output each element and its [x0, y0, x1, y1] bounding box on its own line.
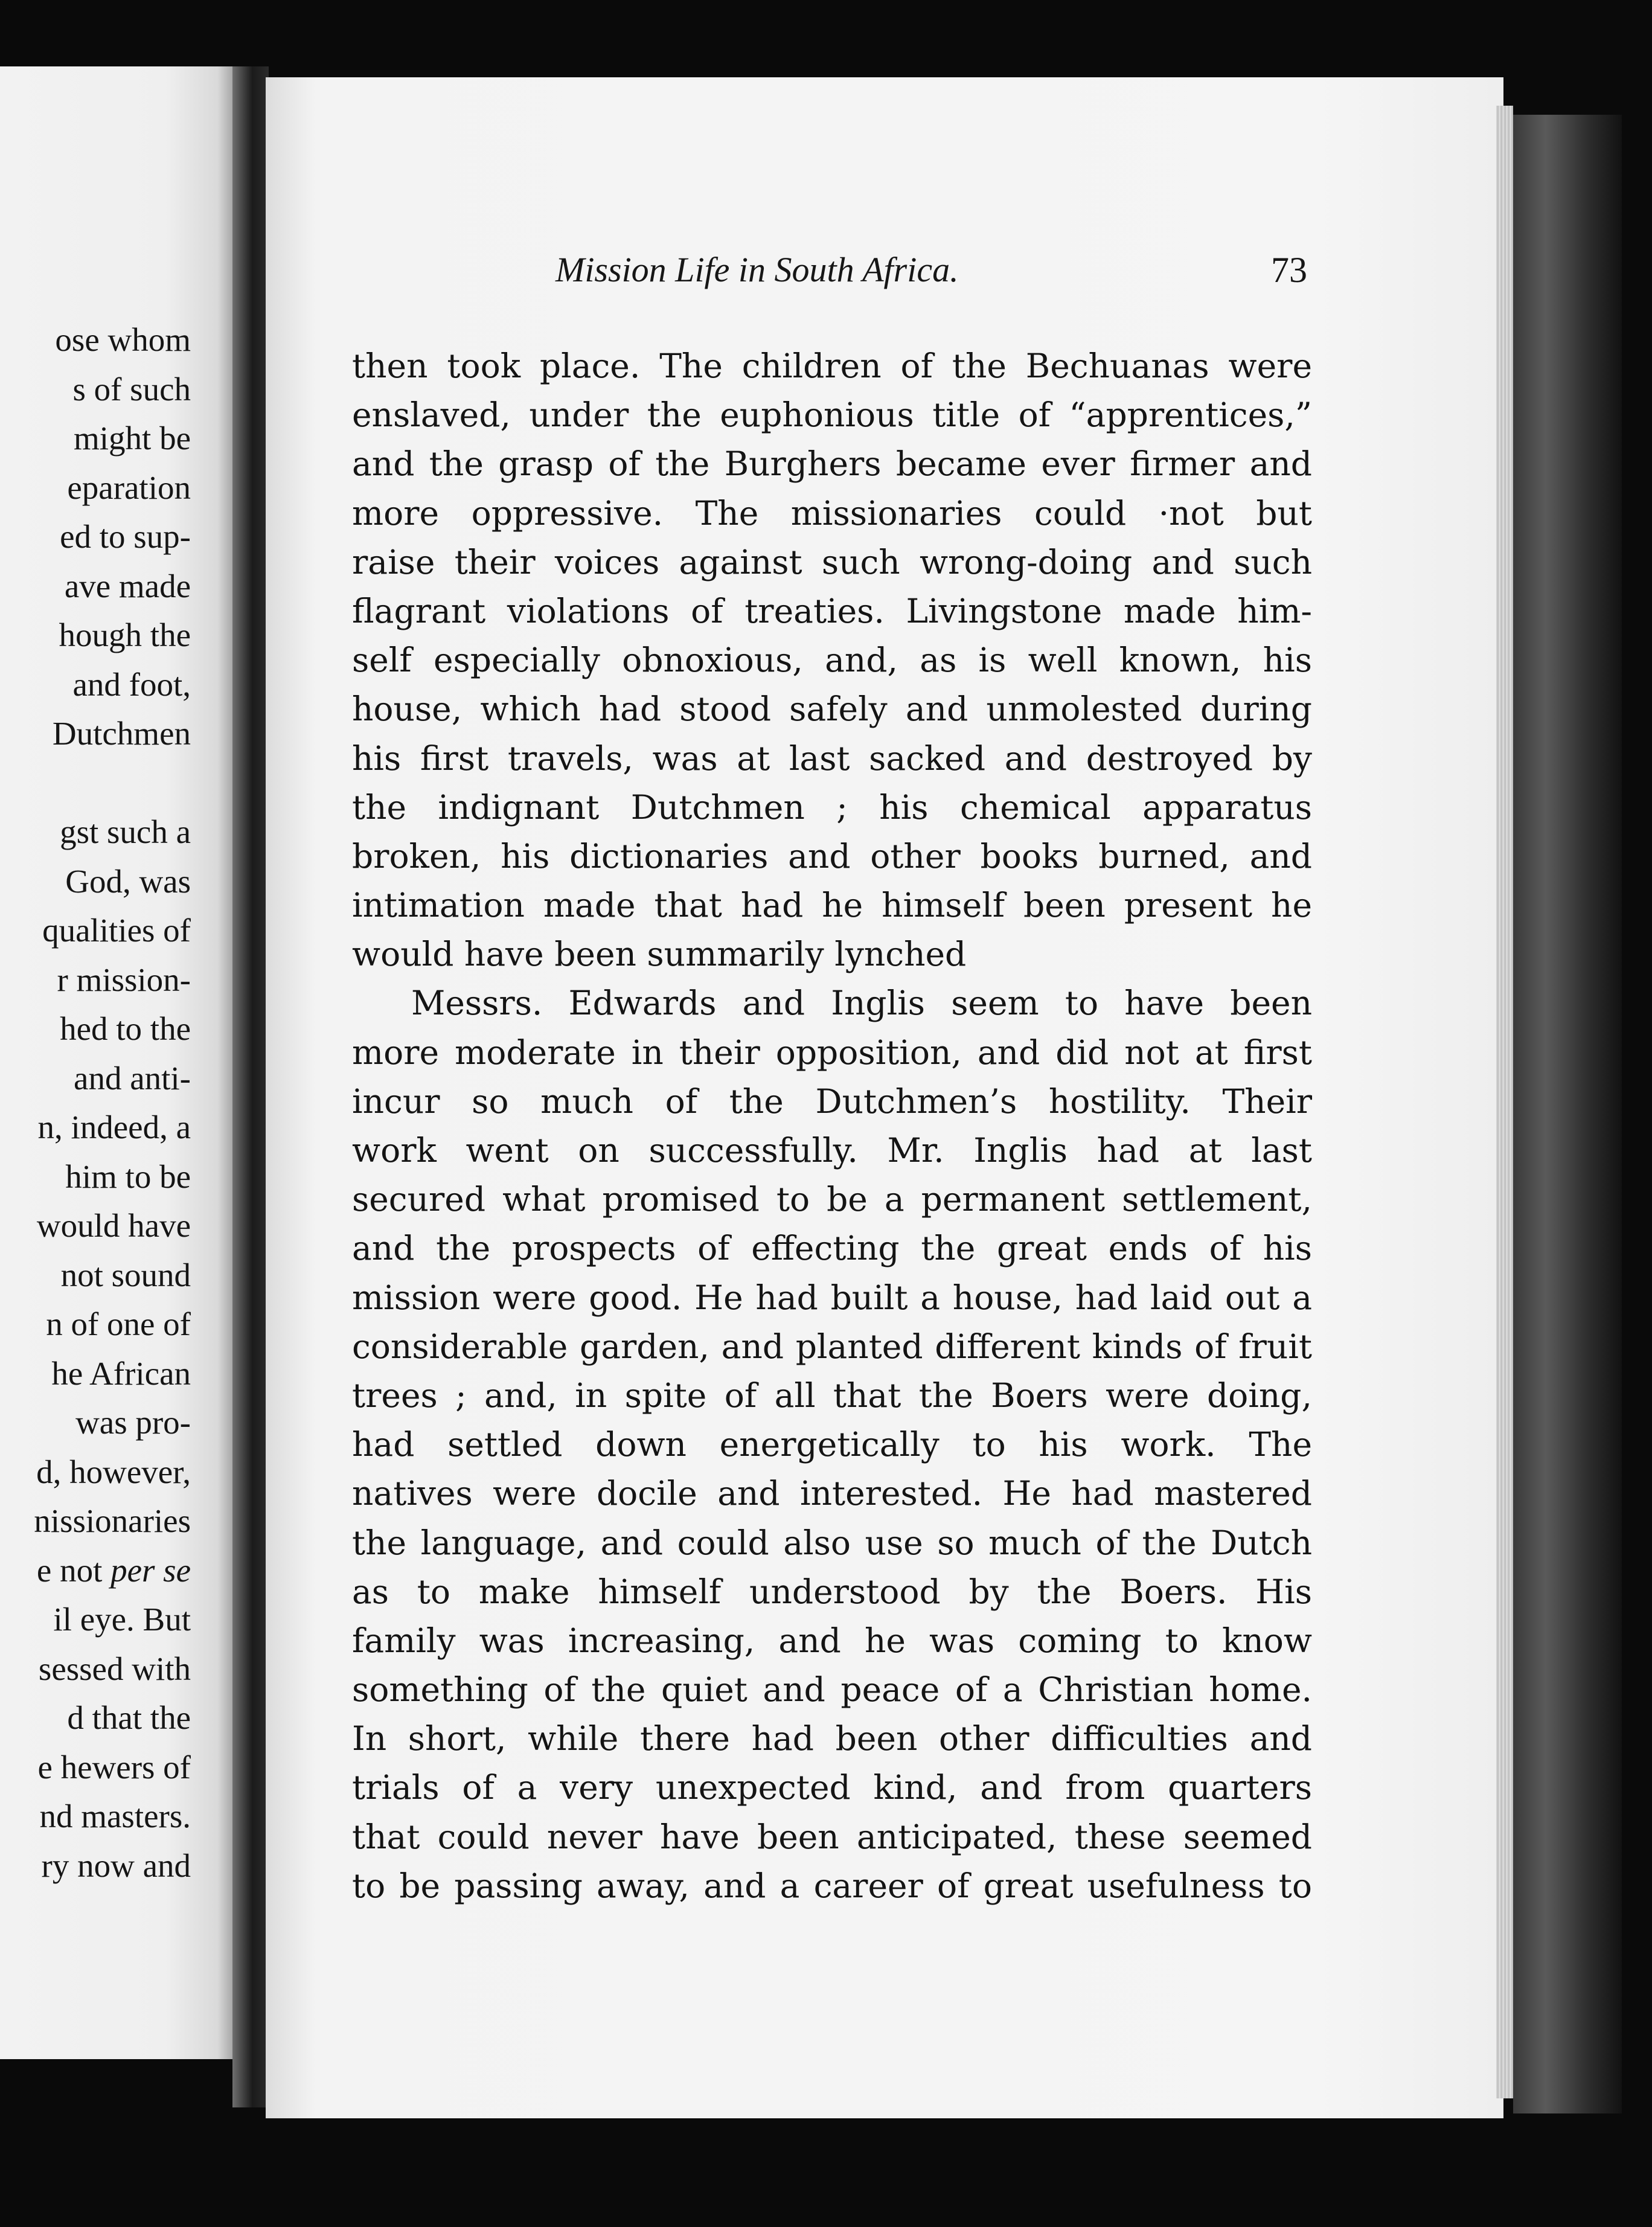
text-line: secured what promised to be a permanent settlement, — [352, 1180, 1312, 1219]
text-line: and the prospects of effecting the great ends of his — [352, 1229, 1312, 1268]
text-line: then took place. The children of the Bechuanas were — [352, 347, 1312, 385]
left-line: ry now and — [41, 1847, 191, 1884]
left-line: hed to the — [60, 1010, 191, 1047]
text-line: work went on successfully. Mr. Inglis had at last — [352, 1131, 1312, 1170]
book-cover-edge — [1513, 115, 1622, 2113]
left-line: nissionaries — [34, 1502, 191, 1539]
left-line: him to be — [65, 1158, 191, 1195]
text-line: Messrs. Edwards and Inglis seem to have been — [411, 984, 1312, 1023]
text-line: broken, his dictionaries and other books burned, and — [352, 836, 1312, 876]
body-text — [352, 342, 1312, 1911]
left-line: ed to sup- — [60, 518, 191, 555]
page-edges — [1496, 106, 1513, 2098]
left-line: and anti- — [74, 1059, 191, 1097]
text-line: something of the quiet and peace of a Christian home. — [352, 1670, 1312, 1710]
text-line: as to make himself understood by the Boers. His — [352, 1572, 1312, 1611]
text-line: to be passing away, and a career of great usefulness to — [352, 1866, 1312, 1905]
left-line: d that the — [67, 1699, 191, 1736]
text-line: family was increasing, and he was coming to know — [352, 1621, 1312, 1660]
text-line: the indignant Dutchmen ; his chemical apparatus — [352, 787, 1312, 827]
left-line: not sound — [60, 1256, 191, 1293]
italic-phrase: per se — [110, 1551, 191, 1589]
left-page — [0, 66, 237, 2059]
text-line: raise their voices against such wrong-doing and such — [352, 542, 1312, 582]
left-line: n, indeed, a — [37, 1109, 191, 1146]
left-line: gst such a — [60, 813, 191, 850]
text-line: enslaved, under the euphonious title of “apprentices,” — [352, 396, 1312, 435]
text-line: In short, while there had been other difficulties and — [352, 1719, 1312, 1758]
left-line: and foot, — [72, 665, 191, 703]
text-line: flagrant violations of treaties. Livingstone made him- — [352, 591, 1312, 630]
text-line: and the grasp of the Burghers became ever firmer and — [352, 444, 1312, 484]
text-line: would have been summarily lynched — [352, 935, 967, 974]
running-title: Mission Life in South Africa. — [555, 250, 959, 289]
left-line: sessed with — [38, 1650, 191, 1687]
left-line: d, however, — [36, 1453, 191, 1490]
left-line: hough the — [59, 617, 191, 653]
left-line: would have — [36, 1207, 191, 1244]
text-line: mission were good. He had built a house, had laid out a — [352, 1278, 1312, 1317]
left-line: he African — [51, 1354, 191, 1392]
left-page-text — [34, 315, 191, 1890]
left-line: was pro- — [75, 1404, 191, 1441]
left-line: Dutchmen — [52, 715, 191, 752]
text-line: incur so much of the Dutchmen’s hostility. Their — [352, 1081, 1312, 1121]
left-line: qualities of — [42, 912, 191, 949]
left-line: ave made — [64, 567, 191, 604]
text-line: trees ; and, in spite of all that the Boers were doing, — [352, 1376, 1312, 1415]
left-line: might be — [73, 420, 191, 457]
text-line: intimation made that had he himself been present he — [352, 886, 1312, 925]
left-line: e not per se — [36, 1551, 191, 1589]
page-number: 73 — [1271, 250, 1307, 290]
text-line: natives were docile and interested. He had mastered — [352, 1474, 1312, 1513]
text-line: more oppressive. The missionaries could ·not but — [352, 493, 1312, 533]
text-line: house, which had stood safely and unmolested during — [352, 690, 1312, 729]
left-line: ose whom — [55, 321, 191, 358]
text-line: considerable garden, and planted different kinds of fruit — [352, 1327, 1312, 1366]
text-line: had settled down energetically to his work. The — [352, 1425, 1312, 1464]
text-line: trials of a very unexpected kind, and from quarters — [352, 1768, 1312, 1807]
text-line: the language, and could also use so much of the Dutch — [352, 1523, 1312, 1562]
book-gutter — [232, 66, 269, 2107]
left-line: il eye. But — [53, 1601, 191, 1638]
text-line: his first travels, was at last sacked and destroyed by — [352, 739, 1312, 778]
text-line: self especially obnoxious, and, as is well known, his — [352, 641, 1312, 680]
left-line: God, was — [65, 862, 191, 900]
left-line: eparation — [67, 469, 191, 506]
left-line: n of one of — [46, 1306, 191, 1342]
left-line: s of such — [72, 370, 191, 408]
text-line: that could never have been anticipated, these seemed — [352, 1817, 1312, 1856]
text-line: more moderate in their opposition, and did not at first — [352, 1033, 1312, 1072]
left-line — [34, 758, 191, 808]
left-line: r mission- — [57, 961, 191, 998]
left-line: e hewers of — [37, 1748, 191, 1786]
left-line: nd masters. — [39, 1798, 191, 1834]
